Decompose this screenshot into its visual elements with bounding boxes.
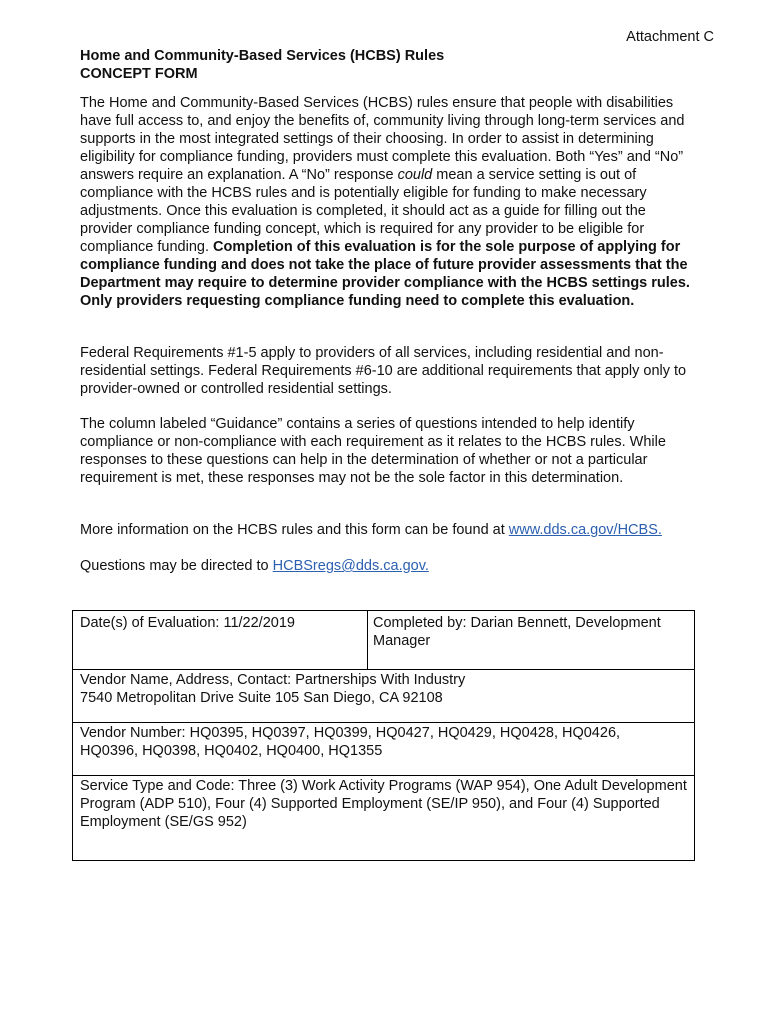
- document-title: Home and Community-Based Services (HCBS) Rules: [80, 48, 445, 64]
- guidance-paragraph: The column labeled “Guidance” contains a series of questions intended to help identify compliance or non-compliance with each requirement as it relates to the HCBS rules. While responses to these questions can help in the determination of whether or not a particular requirement is met, these responses may not be the sole factor in this determination.: [80, 416, 666, 486]
- intro-text-1: The Home and Community-Based Services (HCBS) rules ensure that people with disabilities have full access to, and enjoy the benefits of, community living through long-term services and supports in the most integrated settings of their choosing. In order to assist in determining eligibility for compliance funding, providers must complete this evaluation. Both “Yes” and “No” answers require an explanation. A “No” response: [80, 95, 685, 183]
- intro-bold: Completion of this evaluation is for the sole purpose of applying for compliance funding and does not take the place of future provider assessments that the Department may require to determine provider compliance with the HCBS settings rules. Only providers requesting compliance funding need to complete this evaluation.: [80, 239, 690, 309]
- evaluation-info-table: [72, 610, 695, 861]
- intro-text-2: mean a service setting is out of compliance with the HCBS rules and is potentially eligible for funding to make necessary adjustments. Once this evaluation is completed, it should act as a guide for filling out the provider compliance funding concept, which is required for any provider to be eligible for compliance funding.: [80, 167, 647, 255]
- federal-paragraph: Federal Requirements #1-5 apply to providers of all services, including residential and non-residential settings. Federal Requirements #6-10 are additional requirements that apply only to provider-owned or controlled residential settings.: [80, 345, 687, 397]
- more-info-paragraph: [80, 521, 692, 539]
- hcbs-email-link[interactable]: HCBSregs@dds.ca.gov.: [272, 558, 429, 574]
- vendor-info: [80, 671, 685, 707]
- attachment-label: Attachment C: [626, 29, 714, 45]
- vendor-address: 7540 Metropolitan Drive Suite 105 San Diego, CA 92108: [80, 690, 443, 706]
- questions-text: Questions may be directed to: [80, 558, 273, 574]
- evaluation-date: Date(s) of Evaluation: 11/22/2019: [80, 615, 295, 631]
- table-row: [73, 723, 694, 776]
- completed-by: Completed by: Darian Bennett, Development Manager: [373, 615, 661, 649]
- vendor-number: Vendor Number: HQ0395, HQ0397, HQ0399, HQ0427, HQ0429, HQ0428, HQ0426, HQ0396, HQ0398, HQ0402, HQ0400, HQ1355: [80, 725, 621, 759]
- hcbs-website-link[interactable]: www.dds.ca.gov/HCBS.: [508, 522, 662, 538]
- intro-paragraph: [80, 94, 692, 310]
- table-divider: [367, 611, 368, 670]
- document-subtitle: CONCEPT FORM: [80, 66, 198, 82]
- more-info-text: More information on the HCBS rules and this form can be found at: [80, 522, 509, 538]
- table-row: [73, 776, 694, 860]
- vendor-name-contact: Vendor Name, Address, Contact: Partnerships With Industry: [80, 672, 466, 688]
- document-heading: [80, 47, 444, 83]
- table-row: [73, 670, 694, 723]
- intro-italic: could: [397, 167, 433, 183]
- table-row: [73, 611, 694, 670]
- questions-paragraph: [80, 557, 692, 575]
- service-type: Service Type and Code: Three (3) Work Activity Programs (WAP 954), One Adult Development Program (ADP 510), Four (4) Supported Employment (SE/IP 950), and Four (4) Supported Employment (SE/GS 952): [80, 778, 687, 830]
